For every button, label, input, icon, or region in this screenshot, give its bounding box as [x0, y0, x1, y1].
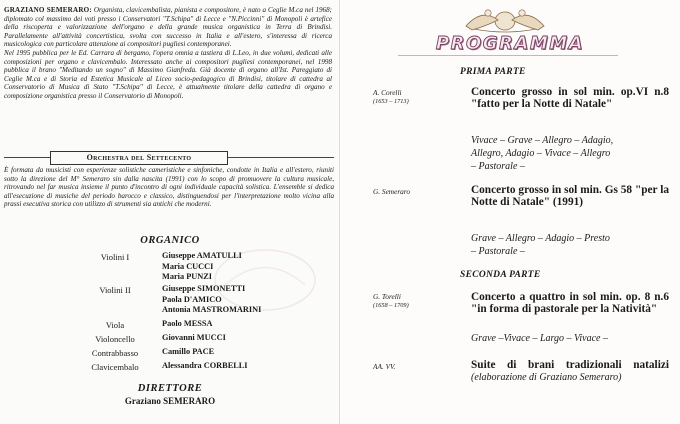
composer — [373, 88, 463, 106]
player-name: Antonia MASTROMARINI — [162, 305, 262, 315]
piece-title: Concerto a quattro in sol min. op. 8 n.6 "in forma di pastorale per la Natività" — [471, 291, 669, 316]
piece-title: Concerto grosso in sol min. Gs 58 "per la Notte di Natale" (1991) — [471, 184, 669, 209]
composer-years: (1653 – 1713) — [373, 98, 409, 105]
movement-line: – Pastorale – — [471, 161, 525, 172]
composer-name: AA. VV. — [373, 362, 396, 371]
programma-rule — [398, 55, 618, 56]
composer-name: A. Corelli — [373, 88, 402, 97]
composer-name: G. Torelli — [373, 292, 401, 301]
bio-paragraph-2: Nel 1995 pubblica per le Ed. Carrara di bergamo, l'opera omnia a tastiera di L.Leo, in due volumi, dedicati alle composizioni per organo e clavicembalo. Interessato anche ai compositori pugliesi contemporanei, nel 1998 pubblica il brano "Meditando un sogno" di Massimo Gianfreda. Già docente di organo all'Ist. Pareggiato di Ceglie M.ca e di Storia ed Estetica Musicale al Liceo socio-pedagogico di Brindisi, titolare di cattedra al Conservatorio di Musica di Stato "T.Schipa" di Lecce, è attualmente titolare della cattedra di organo e composizione organistica presso il Conservatorio di Monopoli. — [4, 48, 332, 100]
piece-title — [471, 359, 669, 385]
instrument-label: Viola — [105, 320, 125, 330]
movements — [471, 232, 669, 258]
movement-line: Allegro, Adagio – Vivace – Allegro — [471, 148, 611, 159]
prima-parte-heading: PRIMA PARTE — [460, 67, 526, 77]
movement-line: Vivace – Grave – Allegro – Adagio, — [471, 135, 614, 146]
direttore-name: Graziano SEMERARO — [124, 396, 216, 406]
direttore-heading: DIRETTORE — [137, 383, 203, 394]
seconda-parte-heading: SECONDA PARTE — [460, 270, 541, 280]
instrument-label: Violini I — [100, 252, 130, 262]
player-name: Paolo MESSA — [162, 319, 213, 328]
movements — [471, 134, 669, 173]
angel-ornament-icon — [460, 4, 550, 34]
bio-paragraph-1: Organista, clavicembalista, pianista e compositore, è nato a Ceglie M.ca nel 1968; diplomato col massimo dei voti presso i Conservatori "T.Schipa" di Lecce e "N.Piccinni" di Monopoli è artefice della riscoperta e valorizzazione dell'organo e della grande musica organistica in Terra di Brindisi. Parallelamente all'attività concertistica, svolta con successo in Italia e all'estero, s'interessa di ricerca musicologica con particolare attenzione ai compositori pugliesi contemporanei. — [4, 6, 333, 49]
player-name: Giuseppe SIMONETTI — [162, 284, 246, 293]
instrument-label: Violoncello — [95, 334, 135, 344]
player-name: Giuseppe AMATULLI — [162, 251, 242, 260]
player-name: Maria CUCCI — [162, 261, 214, 271]
instrument-label: Contrabbasso — [91, 348, 139, 358]
player-name: Paola D'AMICO — [162, 294, 222, 304]
orchestra-title: Orchestra del Settecento — [50, 151, 228, 165]
bio-name: GRAZIANO SEMERARO: — [4, 6, 92, 14]
piece-subtitle: (elaborazione di Graziano Semeraro) — [471, 372, 622, 384]
player-name: Giovanni MUCCI — [162, 333, 226, 342]
programma-title: PROGRAMMA — [435, 33, 585, 54]
composer-name: G. Semeraro — [373, 187, 411, 196]
movements — [471, 332, 669, 345]
movement-line: Grave –Vivace – Largo – Vivace – — [471, 333, 608, 344]
instrument-label: Violini II — [99, 285, 131, 295]
players-list — [162, 251, 312, 283]
instrument-label: Clavicembalo — [91, 362, 139, 372]
biography — [4, 6, 332, 101]
player-name: Camillo PACE — [162, 347, 215, 356]
movement-line: – Pastorale – — [471, 246, 525, 257]
piece-title-text: Suite di brani tradizionali natalizi — [471, 359, 669, 371]
composer — [373, 187, 463, 196]
composer — [373, 292, 463, 310]
organico-heading: ORGANICO — [140, 235, 200, 246]
composer — [373, 362, 463, 371]
players-list — [162, 284, 312, 316]
player-name: Alessandra CORBELLI — [162, 361, 248, 370]
player-name: Maria PUNZI — [162, 272, 213, 282]
orchestra-description: È formata da musicisti con esperienze solistiche cameristiche e sinfoniche, condotte in Italia e all'estero, riuniti sotto la direzione del M° Semeraro sin dalla nascita (1991) con lo scopo di promuovere la cultura musicale, ritrovando nel far musica insieme il punto d'incontro di ogni individuale capacità solistica. L'ensemble si dedica all'esecuzione di musiche del periodo barocco e classico, distinguendosi per l'interpretazione molto vicina alla prassi esecutiva storica con utilizzo di strumenti sia antichi che moderni. — [4, 166, 334, 209]
movement-line: Grave – Allegro – Adagio – Presto — [471, 233, 610, 244]
composer-years: (1658 – 1709) — [373, 302, 409, 309]
right-page — [340, 0, 680, 424]
piece-title: Concerto grosso in sol min. op.VI n.8 "fatto per la Notte di Natale" — [471, 86, 669, 111]
